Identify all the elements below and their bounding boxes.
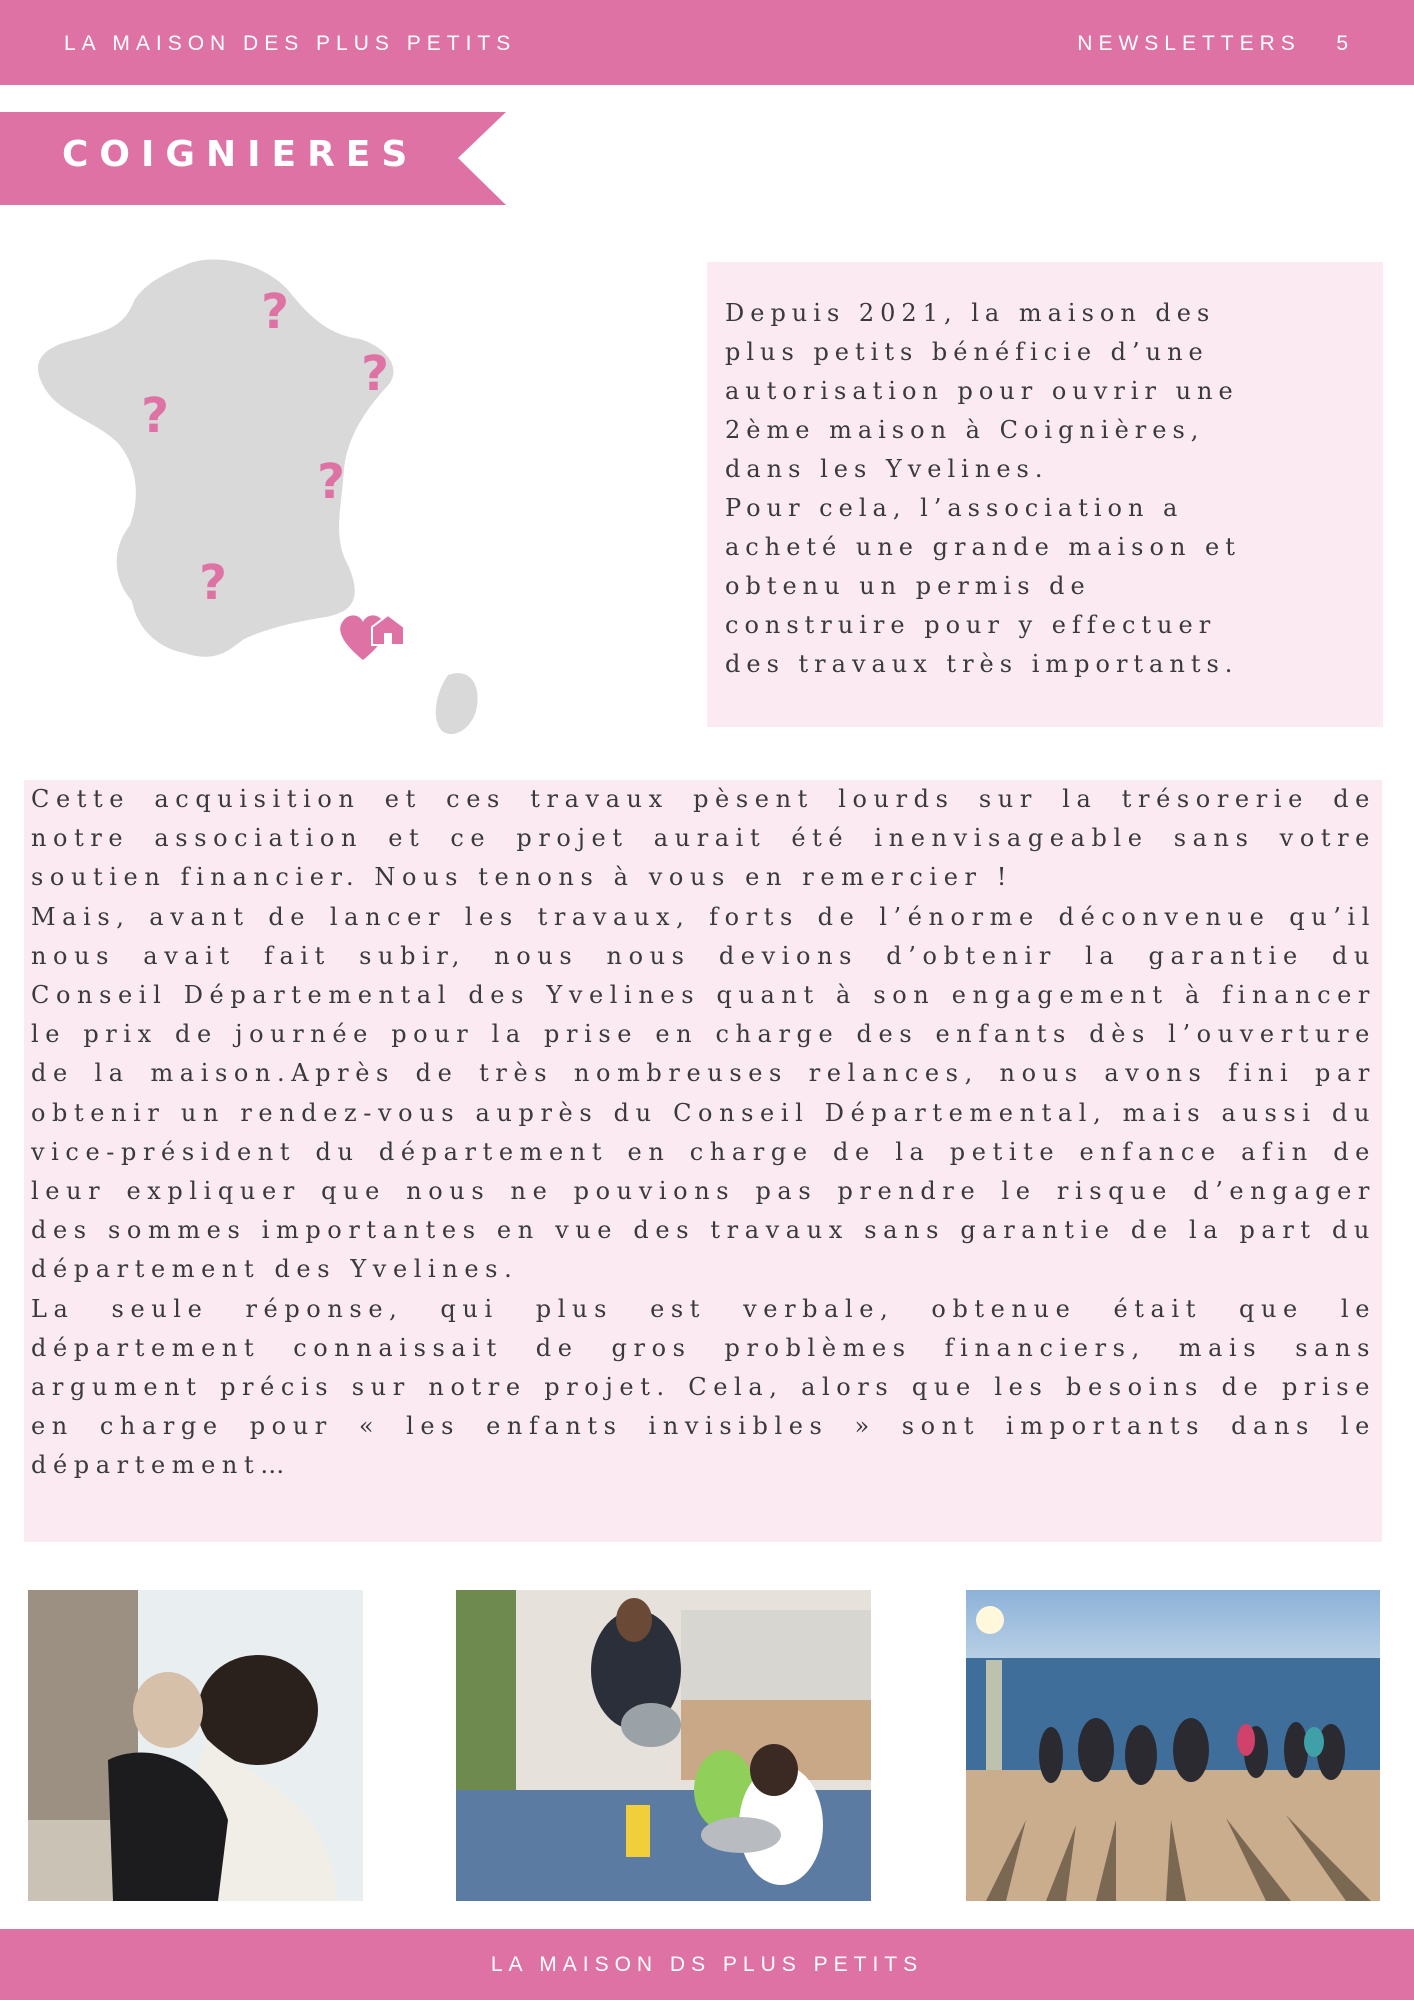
page-footer: LA MAISON DS PLUS PETITS [0, 1929, 1414, 2000]
corsica-shape [436, 673, 478, 734]
france-map [30, 255, 490, 735]
map-marker: ? [261, 284, 289, 340]
photo-hug [28, 1590, 363, 1901]
section-title: COIGNIERES [62, 134, 419, 175]
body-paragraph: Cette acquisition et ces travaux pèsent lourds sur la trésorerie de notre association et ce projet aurait été inenvisageable sans votre soutien financier. Nous tenons à vous en remercier ! [31, 785, 1376, 892]
body-paragraph: La seule réponse, qui plus est verbale, obtenue était que le département connaissait de gros problèmes financiers, mais sans argument précis sur notre projet. Cela, alors que les besoins de prise en charge pour « les enfants invisibles » sont importants dans le département… [31, 1294, 1376, 1480]
photo-beach [966, 1590, 1380, 1901]
map-marker: ? [361, 346, 389, 402]
photo-kitchen [456, 1590, 871, 1901]
map-marker: ? [199, 555, 227, 611]
map-marker: ? [317, 454, 345, 510]
body-text [24, 780, 1382, 1542]
intro-text: Depuis 2021, la maison des plus petits bénéficie d’une autorisation pour ouvrir une 2ème maison à Coignières, dans les Yvelines. Pour cela, l’association a acheté une grande maison et obtenu un permis de construire pour y effectuer des travaux très importants. [707, 262, 1383, 727]
header-brand: LA MAISON DES PLUS PETITS [64, 32, 517, 55]
header-issue: NEWSLETTERS 5 [1077, 32, 1354, 55]
home-heart-icon [340, 615, 404, 660]
map-marker: ? [141, 388, 169, 444]
page-header [0, 0, 1414, 85]
body-paragraph: Mais, avant de lancer les travaux, forts de l’énorme déconvenue qu’il nous avait fait subir, nous nous devions d’obtenir la garantie du Conseil Départemental des Yvelines quant à son engagement à financer le prix de journée pour la prise en charge des enfants dès l’ouverture de la maison.Après de très nombreuses relances, nous avons fini par obtenir un rendez-vous auprès du Conseil Départemental, mais aussi du vice-président du département en charge de la petite enfance afin de leur expliquer que nous ne pouvions pas prendre le risque d’engager des sommes importantes en vue des travaux sans garantie de la part du département des Yvelines. [31, 902, 1376, 1284]
